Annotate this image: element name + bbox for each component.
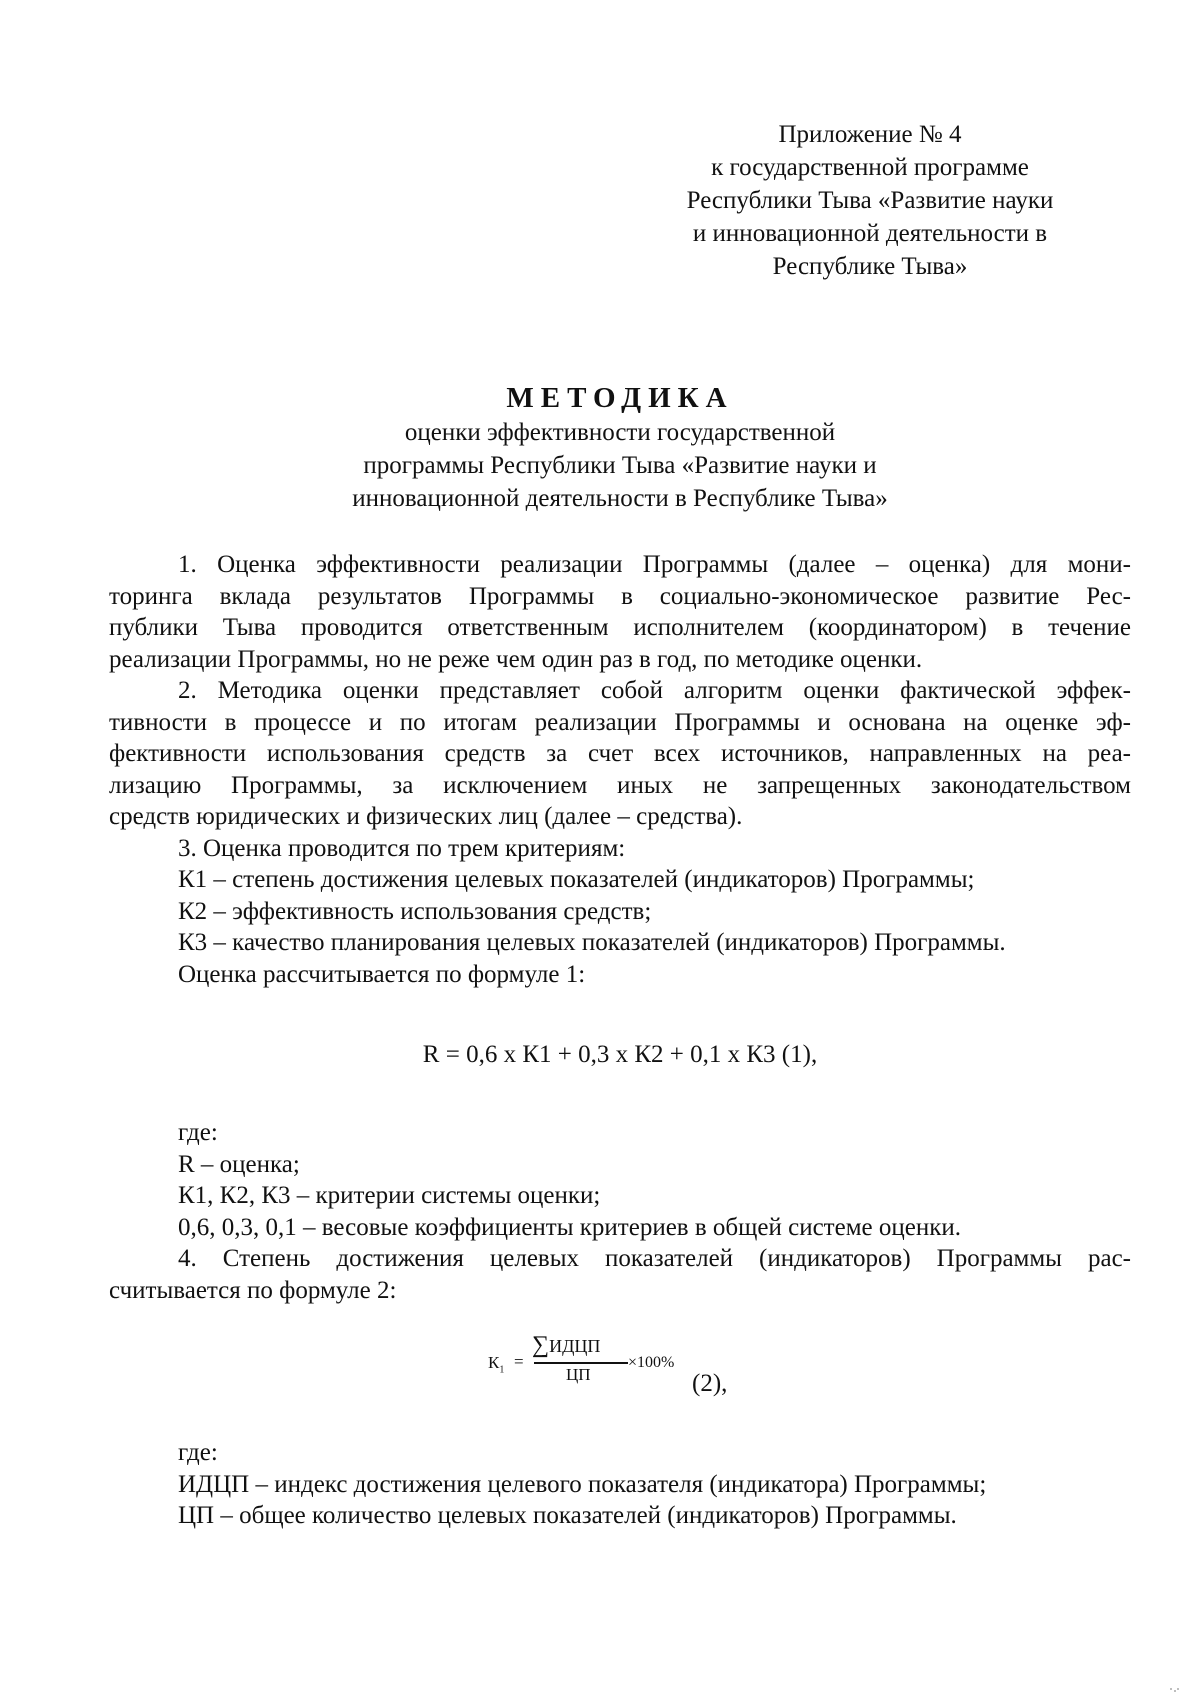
formula-2-denominator: ЦП [566, 1365, 591, 1384]
body-line: К2 – эффективность использования средств; [178, 897, 652, 925]
body-line: реализации Программы, но не реже чем один раз в год, по методике оценки. [109, 645, 923, 673]
body-line: считывается по формуле 2: [109, 1276, 397, 1304]
body-line: публики Тыва проводится ответственным исполнителем (координатором) в течение [109, 614, 1131, 641]
appendix-line: Приложение № 4 [778, 121, 962, 148]
subtitle-line: программы Республики Тыва «Развитие науки и [363, 452, 877, 479]
body-line: 2. Методика оценки представляет собой алгоритм оценки фактической эффек- [178, 677, 1131, 704]
subtitle-line: оценки эффективности государственной [404, 419, 836, 446]
document-body [109, 549, 1131, 990]
appendix-header [620, 118, 1120, 283]
document-subtitle [0, 416, 1200, 515]
body-line: 1. Оценка эффективности реализации Программы (далее – оценка) для мони- [178, 551, 1131, 578]
body-line: 0,6, 0,3, 0,1 – весовые коэффициенты критериев в общей системе оценки. [178, 1213, 961, 1241]
formula-2 [488, 1330, 768, 1400]
body-line: торинга вклада результатов Программы в социально-экономическое развитие Рес- [109, 582, 1131, 610]
formula-2-k: $К_1$ [488, 1353, 505, 1376]
body-line: средств юридических и физических лиц (далее – средства). [109, 803, 743, 830]
formula-2-percent: ×100% [628, 1354, 675, 1371]
body-line: 4. Степень достижения целевых показателей (индикаторов) Программы рас- [178, 1245, 1131, 1272]
appendix-line: Республике Тыва» [772, 253, 968, 280]
body-line: 3. Оценка проводится по трем критериям: [178, 834, 626, 862]
body-line: тивности в процессе и по итогам реализации Программы и основана на оценке эф- [109, 708, 1131, 736]
appendix-line: Республики Тыва «Развитие науки [686, 187, 1054, 214]
fraction-bar [534, 1362, 628, 1364]
body-line: лизацию Программы, за исключением иных не запрещенных законодательством [109, 771, 1131, 799]
formula-2-explanation [178, 1437, 1138, 1532]
formula-2-numerator: ∑ИДЦП [532, 1332, 601, 1358]
body-line: К3 – качество планирования целевых показателей (индикаторов) Программы. [178, 929, 1006, 956]
body-line: где: [178, 1119, 218, 1146]
body-line: Оценка рассчитывается по формуле 1: [178, 960, 586, 988]
document-title: МЕТОДИКА [506, 382, 734, 414]
scan-speck [1170, 1688, 1180, 1694]
appendix-line: к государственной программе [711, 154, 1029, 181]
body-line: К1, К2, К3 – критерии системы оценки; [178, 1182, 601, 1209]
formula-1-explanation [109, 1117, 1131, 1306]
appendix-line: и инновационной деятельности в [692, 220, 1048, 247]
body-line: ИДЦП – индекс достижения целевого показателя (индикатора) Программы; [178, 1470, 987, 1498]
body-line: ЦП – общее количество целевых показателей (индикаторов) Программы. [178, 1502, 957, 1529]
formula-1: R = 0,6 х К1 + 0,3 х К2 + 0,1 х К3 (1), [422, 1041, 818, 1068]
sum-icon: ∑ [532, 1332, 550, 1358]
subtitle-line: инновационной деятельности в Республике Тыва» [352, 485, 888, 512]
body-line: К1 – степень достижения целевых показателей (индикаторов) Программы; [178, 866, 975, 893]
body-line: R – оценка; [178, 1150, 300, 1178]
body-line: где: [178, 1439, 218, 1466]
formula-2-number: (2), [692, 1370, 728, 1397]
body-line: фективности использования средств за счет всех источников, направленных на реа- [109, 740, 1131, 767]
formula-2-equals: = [514, 1352, 524, 1371]
